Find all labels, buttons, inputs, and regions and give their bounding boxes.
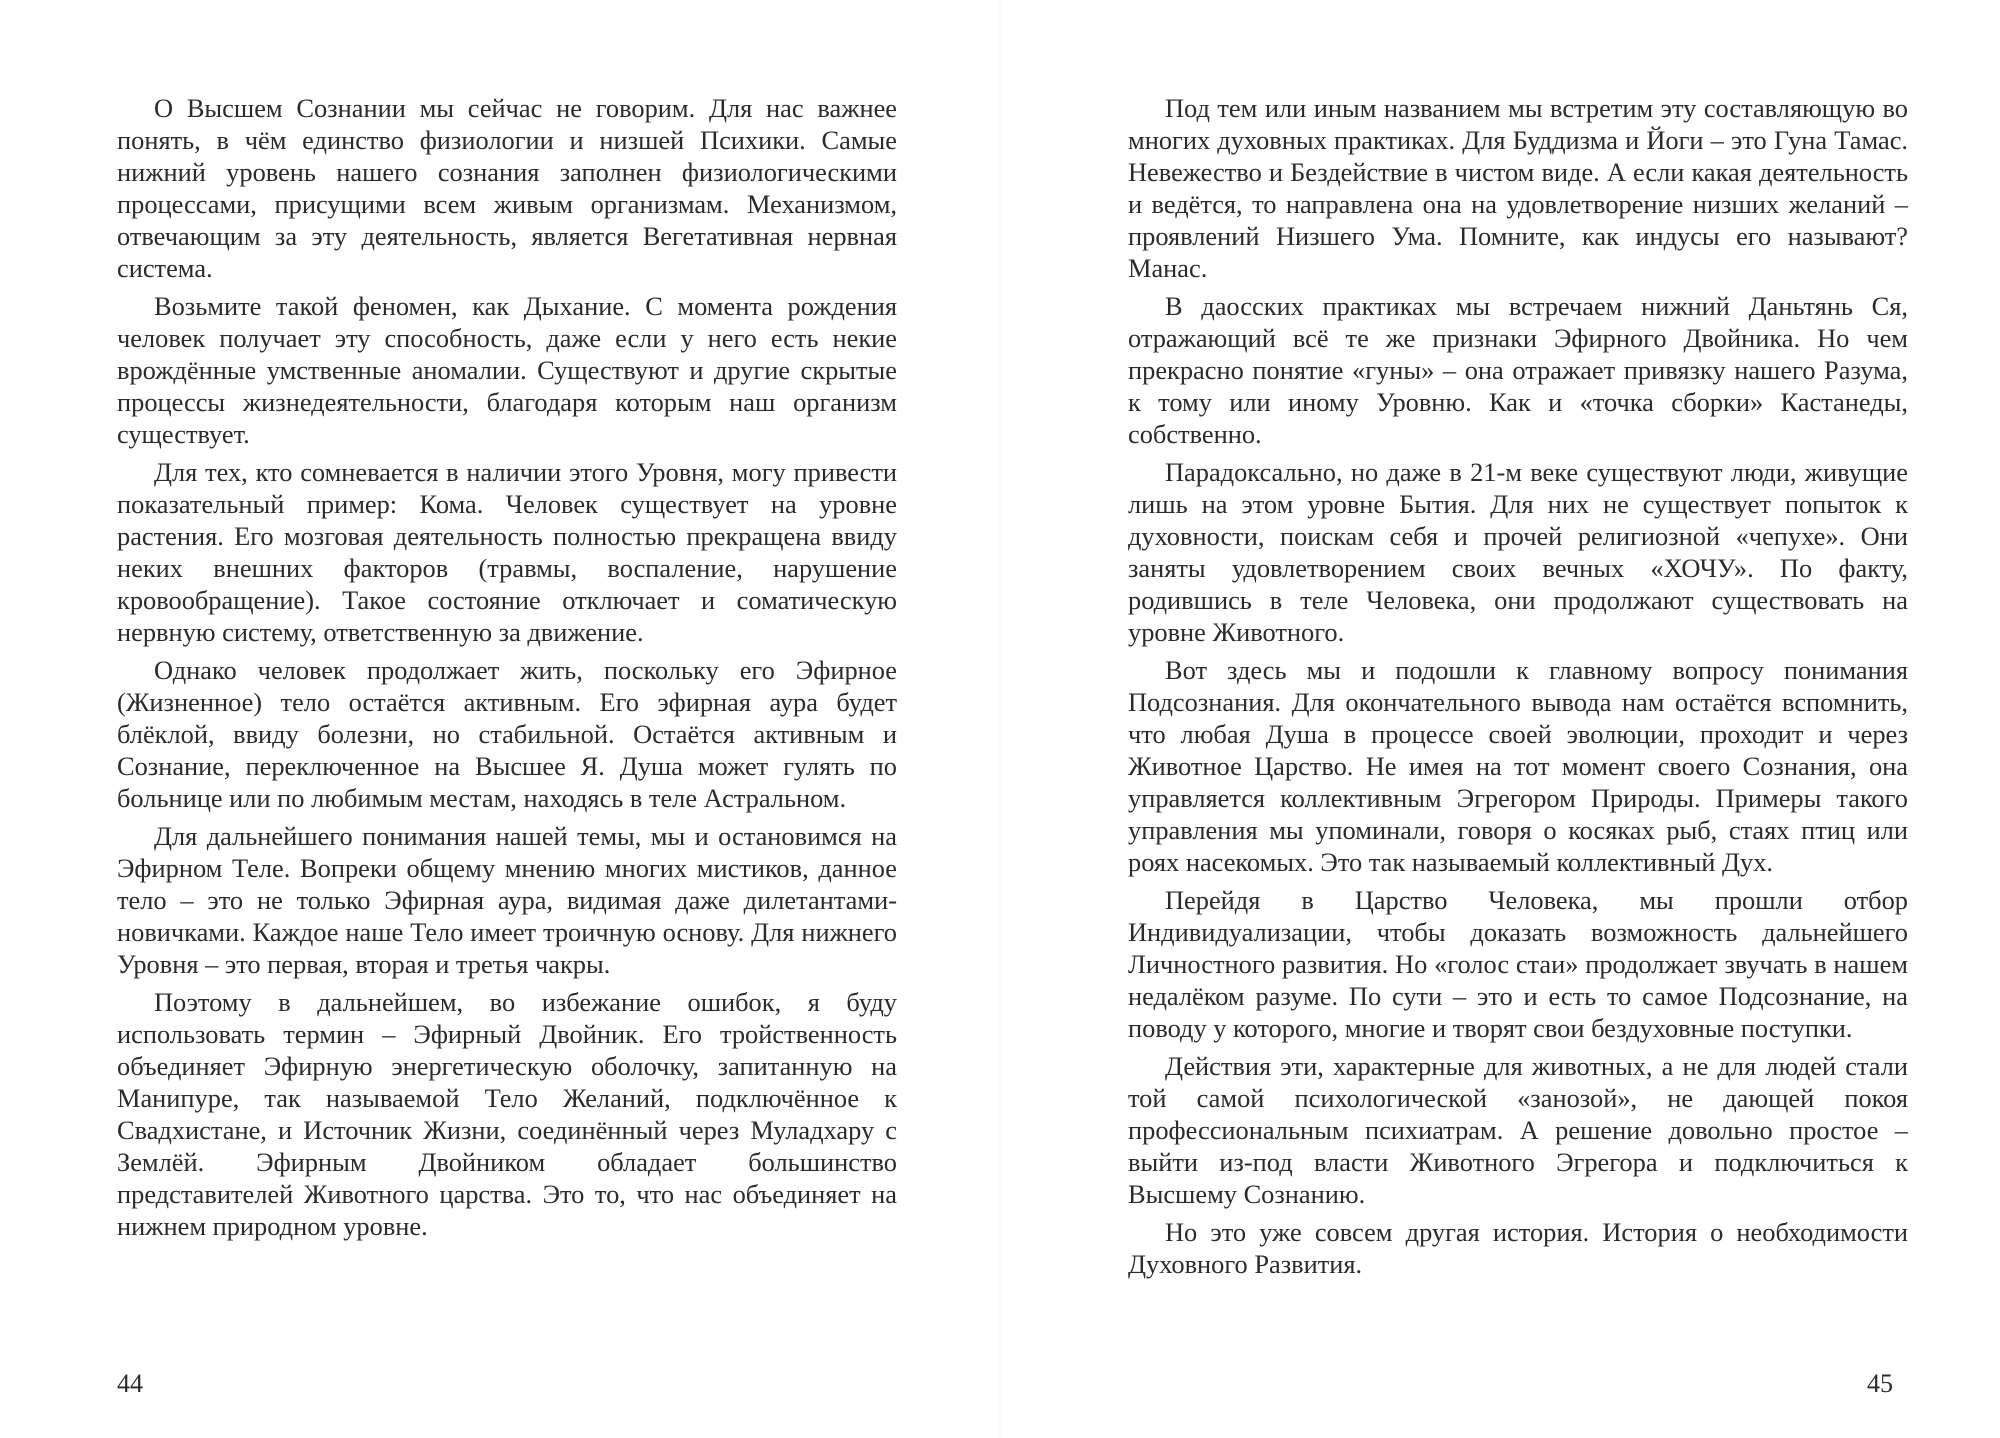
- paragraph: Действия эти, характерные для животных, а не для людей стали той самой психологической «занозой», не дающей покоя профессиональным психиатрам. А решение довольно простое – выйти из-под власти Животного Эгрегора и подключиться к Высшему Сознанию.: [1128, 1051, 1908, 1209]
- left-page-text: [117, 92, 897, 1248]
- paragraph: Вот здесь мы и подошли к главному вопросу понимания Подсознания. Для окончательного вывода нам остаётся вспомнить, что любая Душа в процессе своей эволюции, проходит и через Животное Царство. Не имея на тот момент своего Сознания, она управляется коллективным Эгрегором Природы. Примеры такого управления мы упоминали, говоря о косяках рыб, стаях птиц или роях насекомых. Это так называемый коллективный Дух.: [1128, 655, 1908, 877]
- paragraph: Парадоксально, но даже в 21-м веке существуют люди, живущие лишь на этом уровне Бытия. Для них не существует попыток к духовности, поискам себя и прочей религиозной «чепухе». Они заняты удовлетворением своих вечных «ХОЧУ». По факту, родившись в теле Человека, они продолжают существовать на уровне Животного.: [1128, 457, 1908, 647]
- right-page: [1000, 0, 2000, 1438]
- paragraph: Но это уже совсем другая история. История о необходимости Духовного Развития.: [1128, 1217, 1908, 1279]
- paragraph: Поэтому в дальнейшем, во избежание ошибок, я буду использовать термин – Эфирный Двойник. Его тройственность объединяет Эфирную энергетическую оболочку, запитанную на Манипуре, так называемой Тело Желаний, подключённое к Свадхистане, и Источник Жизни, соединённый через Муладхару с Землёй. Эфирным Двойником обладает большинство представителей Животного царства. Это то, что нас объединяет на нижнем природном уровне.: [117, 987, 897, 1241]
- paragraph: Для тех, кто сомневается в наличии этого Уровня, могу привести показательный пример: Кома. Человек существует на уровне растения. Его мозговая деятельность полностью прекращена ввиду неких внешних факторов (травмы, воспаление, нарушение кровообращение). Такое состояние отключает и соматическую нервную систему, ответственную за движение.: [117, 457, 897, 647]
- paragraph: Для дальнейшего понимания нашей темы, мы и остановимся на Эфирном Теле. Вопреки общему мнению многих мистиков, данное тело – это не только Эфирная аура, видимая даже дилетантами-новичками. Каждое наше Тело имеет троичную основу. Для нижнего Уровня – это первая, вторая и третья чакры.: [117, 821, 897, 979]
- right-page-text: [1128, 92, 1908, 1286]
- page-number: 45: [1867, 1369, 1893, 1398]
- paragraph: Однако человек продолжает жить, поскольку его Эфирное (Жизненное) тело остаётся активным. Его эфирная аура будет блёклой, ввиду болезни, но стабильной. Остаётся активным и Сознание, переключенное на Высшее Я. Душа может гулять по больнице или по любимым местам, находясь в теле Астральном.: [117, 655, 897, 813]
- paragraph: Под тем или иным названием мы встретим эту составляющую во многих духовных практиках. Для Буддизма и Йоги – это Гуна Тамас. Невежество и Бездействие в чистом виде. А если какая деятельность и ведётся, то направлена она на удовлетворение низших желаний – проявлений Низшего Ума. Помните, как индусы его называют? Манас.: [1128, 93, 1908, 283]
- paragraph: О Высшем Сознании мы сейчас не говорим. Для нас важнее понять, в чём единство физиологии и низшей Психики. Самые нижний уровень нашего сознания заполнен физиологическими процессами, присущими всем живым организмам. Механизмом, отвечающим за эту деятельность, является Вегетативная нервная система.: [117, 93, 897, 283]
- paragraph: Перейдя в Царство Человека, мы прошли отбор Индивидуализации, чтобы доказать возможность дальнейшего Личностного развития. Но «голос стаи» продолжает звучать в нашем недалёком разуме. По сути – это и есть то самое Подсознание, на поводу у которого, многие и творят свои бездуховные поступки.: [1128, 885, 1908, 1043]
- paragraph: В даосских практиках мы встречаем нижний Даньтянь Ся, отражающий всё те же признаки Эфирного Двойника. Но чем прекрасно понятие «гуны» – она отражает привязку нашего Разума, к тому или иному Уровню. Как и «точка сборки» Кастанеды, собственно.: [1128, 291, 1908, 449]
- page-number: 44: [117, 1369, 143, 1398]
- paragraph: Возьмите такой феномен, как Дыхание. С момента рождения человек получает эту способность, даже если у него есть некие врождённые умственные аномалии. Существуют и другие скрытые процессы жизнедеятельности, благодаря которым наш организм существует.: [117, 291, 897, 449]
